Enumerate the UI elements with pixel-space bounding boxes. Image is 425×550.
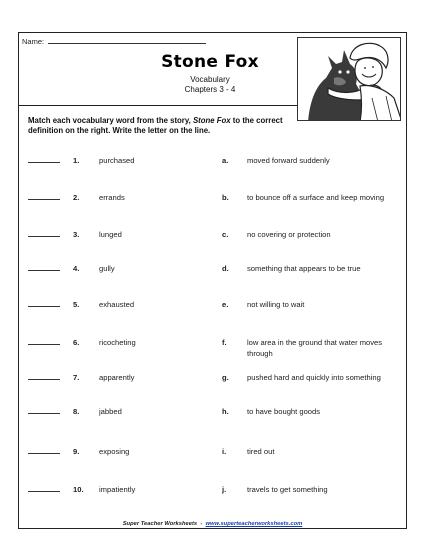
footer-brand: Super Teacher Worksheets [122, 521, 198, 527]
footer [0, 521, 425, 527]
vocabulary-row [0, 230, 425, 254]
name-field[interactable] [22, 37, 206, 46]
definition-letter: e. [222, 300, 229, 309]
vocabulary-row [0, 485, 425, 509]
boy-hugging-dog-illustration [297, 37, 401, 121]
definition-text: low area in the ground that water moves through [247, 338, 383, 358]
vocabulary-row [0, 193, 425, 217]
answer-blank[interactable] [28, 199, 60, 200]
vocabulary-row [0, 447, 425, 471]
vocabulary-row [0, 373, 425, 397]
instructions-book-title: Stone Fox [192, 116, 231, 125]
worksheet-subtitle: Vocabulary [190, 75, 230, 84]
item-number: 5. [73, 300, 80, 309]
chapters-label: Chapters 3 - 4 [184, 85, 236, 94]
definition-letter: b. [222, 193, 229, 202]
footer-separator: - [200, 521, 203, 527]
footer-url-link[interactable]: www.superteacherworksheets.com [205, 521, 303, 527]
definition-letter: d. [222, 264, 229, 273]
item-number: 7. [73, 373, 80, 382]
definition-text: to bounce off a surface and keep moving [247, 193, 385, 202]
answer-blank[interactable] [28, 306, 60, 307]
answer-blank[interactable] [28, 413, 60, 414]
definition-letter: a. [222, 156, 229, 165]
answer-blank[interactable] [28, 236, 60, 237]
definition-letter: h. [222, 407, 229, 416]
vocabulary-word: lunged [99, 230, 122, 239]
instructions-text-before: Match each vocabulary word from the story, [28, 116, 193, 125]
name-label: Name: [22, 37, 45, 46]
item-number: 9. [73, 447, 80, 456]
vocabulary-word: exposing [99, 447, 130, 456]
definition-text: no covering or protection [247, 230, 331, 239]
definition-letter: g. [222, 373, 229, 382]
vocabulary-word: errands [99, 193, 125, 202]
answer-blank[interactable] [28, 270, 60, 271]
definition-text: travels to get something [247, 485, 328, 494]
vocabulary-word: impatiently [99, 485, 136, 494]
vocabulary-row [0, 156, 425, 180]
vocabulary-word: exhausted [99, 300, 135, 309]
definition-text: pushed hard and quickly into something [247, 373, 381, 382]
answer-blank[interactable] [28, 453, 60, 454]
answer-blank[interactable] [28, 162, 60, 163]
definition-letter: f. [222, 338, 227, 347]
item-number: 2. [73, 193, 80, 202]
vocabulary-row [0, 300, 425, 324]
definition-text: moved forward suddenly [247, 156, 330, 165]
definition-letter: c. [222, 230, 229, 239]
definition-text: not willing to wait [247, 300, 305, 309]
item-number: 1. [73, 156, 80, 165]
vocabulary-word: gully [99, 264, 115, 273]
answer-blank[interactable] [28, 379, 60, 380]
answer-blank[interactable] [28, 344, 60, 345]
header-divider [18, 105, 297, 106]
instructions-text-after: to the correct definition on the right. Write the letter on the line. [28, 116, 283, 135]
item-number: 6. [73, 338, 80, 347]
item-number: 10. [73, 485, 84, 494]
vocabulary-word: jabbed [99, 407, 122, 416]
definition-letter: j. [222, 485, 227, 494]
vocabulary-word: purchased [99, 156, 135, 165]
vocabulary-row [0, 338, 425, 362]
vocabulary-row [0, 407, 425, 431]
item-number: 4. [73, 264, 80, 273]
definition-text: something that appears to be true [247, 264, 361, 273]
item-number: 8. [73, 407, 80, 416]
answer-blank[interactable] [28, 491, 60, 492]
vocabulary-word: apparently [99, 373, 135, 382]
definition-text: to have bought goods [247, 407, 321, 416]
item-number: 3. [73, 230, 80, 239]
definition-letter: i. [222, 447, 227, 456]
instructions [28, 116, 298, 136]
vocabulary-row [0, 264, 425, 288]
worksheet-title: Stone Fox [161, 52, 259, 72]
name-line[interactable] [48, 37, 206, 44]
definition-text: tired out [247, 447, 275, 456]
vocabulary-word: ricocheting [99, 338, 136, 347]
